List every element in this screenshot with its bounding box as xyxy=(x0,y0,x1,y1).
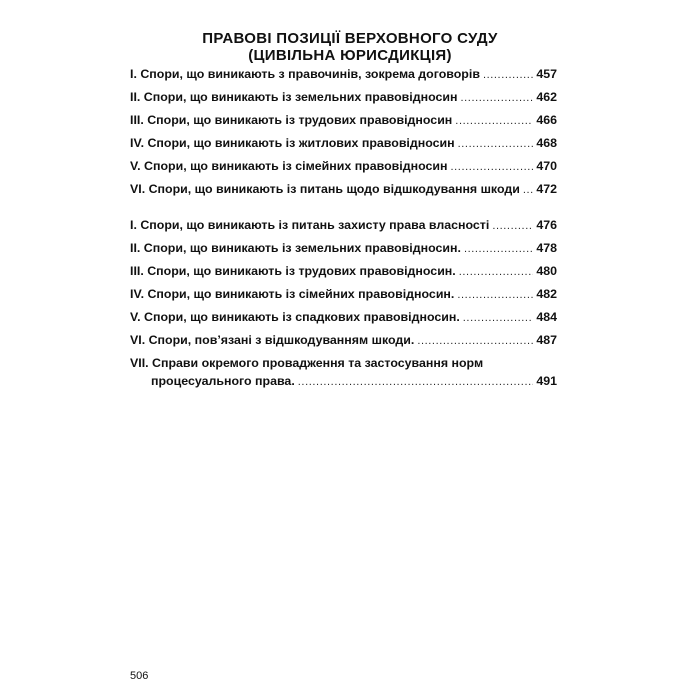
toc-entry[interactable] xyxy=(130,218,557,241)
toc-entry-page: 466 xyxy=(536,113,557,127)
toc-entry-page: 470 xyxy=(536,159,557,173)
toc-entry-label: V. Спори, що виникають із спадкових правовідносин. xyxy=(130,310,460,324)
toc-section-1 xyxy=(130,67,557,205)
toc-entry[interactable] xyxy=(130,264,557,287)
toc-entry-page: 462 xyxy=(536,90,557,104)
toc-entry-page: 476 xyxy=(536,218,557,232)
toc-leader-dots xyxy=(464,243,533,255)
toc-entry[interactable] xyxy=(130,113,557,136)
toc-entry-label: II. Спори, що виникають із земельних правовідносин xyxy=(130,90,458,104)
toc-entry-page: 457 xyxy=(536,67,557,81)
toc-entry[interactable] xyxy=(130,287,557,310)
toc-entry-page: 480 xyxy=(536,264,557,278)
toc-entry-label: I. Спори, що виникають із питань захисту права власності xyxy=(130,218,490,232)
toc-leader-dots xyxy=(455,115,533,127)
toc-entry[interactable] xyxy=(130,310,557,333)
toc-entry-label: IV. Спори, що виникають із сімейних правовідносин. xyxy=(130,287,455,301)
toc-leader-dots xyxy=(492,220,533,232)
toc-entry[interactable] xyxy=(130,67,557,90)
toc-leader-dots xyxy=(483,69,533,81)
toc-entry[interactable] xyxy=(130,182,557,205)
toc-leader-dots xyxy=(450,161,533,173)
toc-entry-label: III. Спори, що виникають із трудових правовідносин xyxy=(130,113,453,127)
toc-entry-page: 472 xyxy=(536,182,557,196)
toc-leader-dots xyxy=(417,335,533,347)
toc-leader-dots xyxy=(463,312,534,324)
title-line-2: (ЦИВІЛЬНА ЮРИСДИКЦІЯ) xyxy=(248,47,452,64)
toc-entry[interactable] xyxy=(130,90,557,113)
toc-leader-dots xyxy=(298,376,534,388)
toc-entry-label: III. Спори, що виникають із трудових правовідносин. xyxy=(130,264,456,278)
title-line-1: ПРАВОВІ ПОЗИЦІЇ ВЕРХОВНОГО СУДУ xyxy=(202,30,498,47)
toc-entry-page: 482 xyxy=(536,287,557,301)
toc-entry-label-line-2: процесуального права. xyxy=(151,374,295,388)
toc-entry-page: 491 xyxy=(536,374,557,388)
toc-entry-page: 468 xyxy=(536,136,557,150)
toc-entry-label: VI. Спори, пов’язані з відшкодуванням шкоди. xyxy=(130,333,415,347)
toc-entry-label: I. Спори, що виникають з правочинів, зокрема договорів xyxy=(130,67,480,81)
toc-section-2 xyxy=(130,218,557,392)
toc-leader-dots xyxy=(459,266,534,278)
toc-entry-label: V. Спори, що виникають із сімейних правовідносин xyxy=(130,159,448,173)
page-title xyxy=(130,30,570,64)
page-number: 506 xyxy=(130,670,149,682)
toc-entry-line-2 xyxy=(130,374,557,392)
toc-entry[interactable] xyxy=(130,159,557,182)
toc-entry[interactable] xyxy=(130,241,557,264)
toc-entry-label: II. Спори, що виникають із земельних правовідносин. xyxy=(130,241,461,255)
toc-leader-dots xyxy=(461,92,534,104)
toc-entry-page: 487 xyxy=(536,333,557,347)
toc-leader-dots xyxy=(458,138,534,150)
toc-entry-label: IV. Спори, що виникають із житлових правовідносин xyxy=(130,136,455,150)
toc-entry-page: 478 xyxy=(536,241,557,255)
toc-entry[interactable] xyxy=(130,333,557,356)
toc-entry[interactable] xyxy=(130,356,557,392)
toc-entry-label: VI. Спори, що виникають із питань щодо відшкодування шкоди xyxy=(130,182,520,196)
toc-entry[interactable] xyxy=(130,136,557,159)
toc-entry-page: 484 xyxy=(536,310,557,324)
toc-entry-label-line-1: VII. Справи окремого провадження та застосування норм xyxy=(130,356,484,370)
toc-leader-dots xyxy=(457,289,533,301)
toc-leader-dots xyxy=(523,184,533,196)
